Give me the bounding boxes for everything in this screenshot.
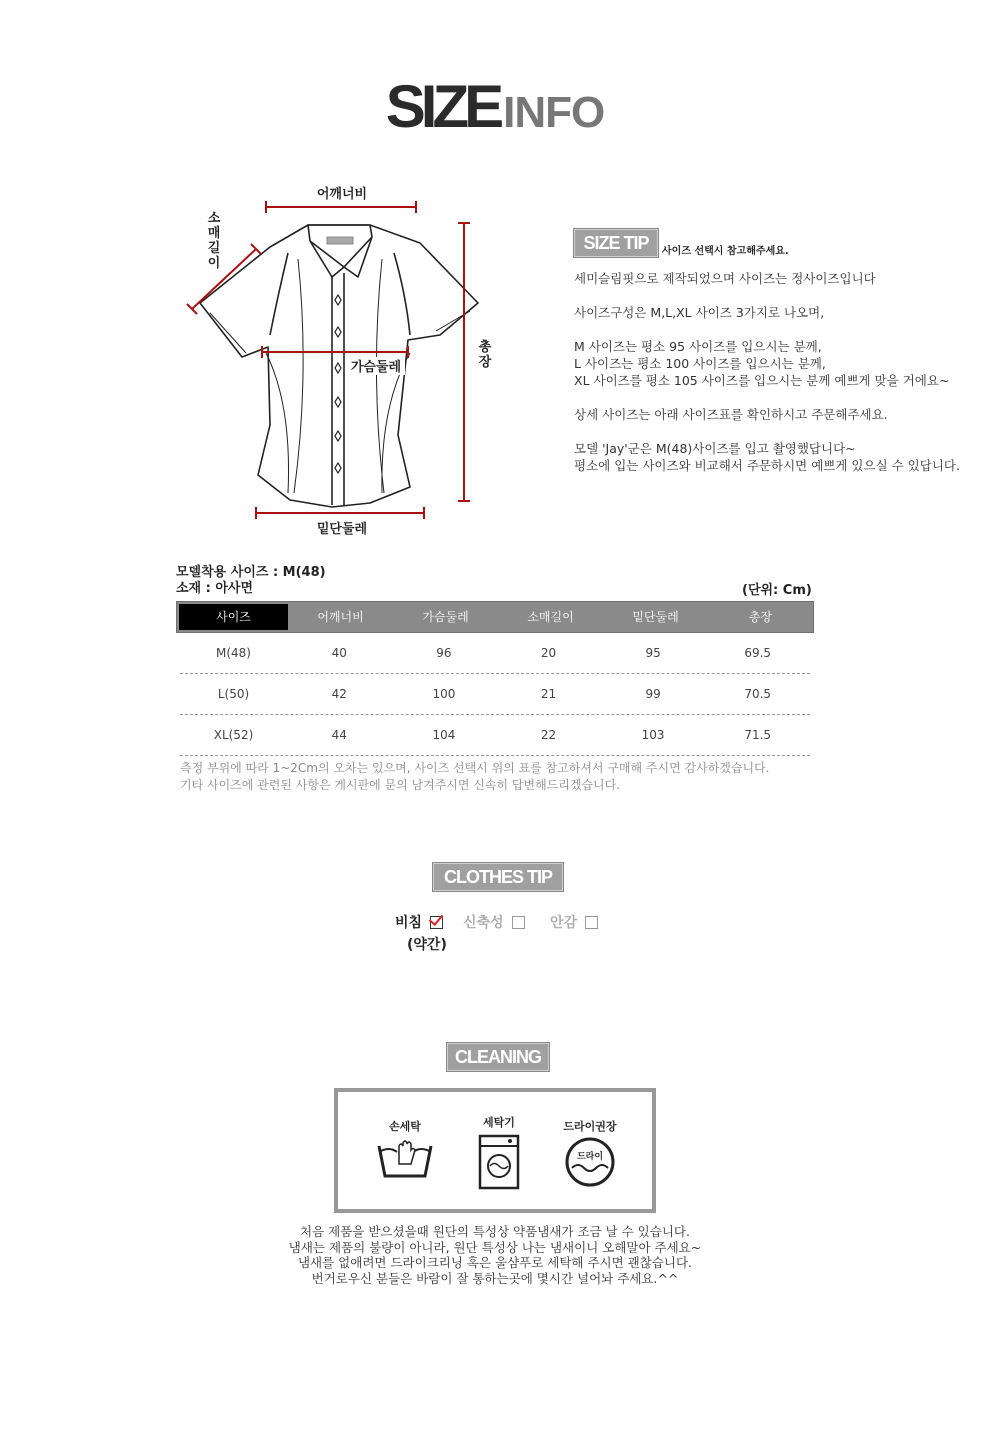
- table-cell: 44: [331, 728, 347, 742]
- clean-note-line: 처음 제품을 받으셨을때 원단의 특성상 약품냄새가 조금 날 수 있습니다.: [300, 1224, 690, 1239]
- feature-label: 비침: [395, 915, 423, 931]
- tip-line: 사이즈구성은 M,L,XL 사이즈 3가지로 나오며,: [574, 305, 825, 320]
- feature-label: 안감: [550, 915, 578, 931]
- table-cell: M(48): [216, 646, 251, 660]
- table-row: [180, 674, 810, 715]
- dry-clean-icon-text: 드라이: [576, 1152, 604, 1162]
- label-shoulder: 어깨너비: [316, 187, 368, 202]
- clean-label: 세탁기: [483, 1116, 515, 1129]
- feature-stretch: [463, 912, 525, 932]
- unchecked-checkbox-icon: [512, 916, 525, 929]
- clothes-tip-badge: CLOTHES TIP: [432, 862, 564, 892]
- table-header: [176, 601, 814, 633]
- clean-note-line: 번거로우신 분들은 바람이 잘 통하는곳에 몇시간 널어놔 주세요.^^: [311, 1270, 679, 1286]
- size-tip-caption: 사이즈 선택시 참고해주세요.: [662, 246, 789, 257]
- feature-label: 신축성: [463, 915, 504, 931]
- tip-line: [574, 321, 974, 338]
- label-sleeve-1: 소: [207, 211, 221, 226]
- tip-line: L 사이즈는 평소 100 사이즈를 입으시는 분께,: [574, 356, 826, 371]
- dry-clean-icon: [562, 1134, 618, 1190]
- material: 소재 : 아사면: [176, 581, 254, 596]
- shirt-collar: [308, 225, 372, 277]
- hand-wash-icon: [373, 1134, 437, 1184]
- table-cell: 99: [645, 687, 661, 701]
- shirt-diagram: [170, 175, 510, 550]
- tip-line: XL 사이즈를 평소 105 사이즈를 입으시는 분께 예쁘게 맞을 거에요~: [574, 373, 950, 388]
- th-length: 총장: [748, 610, 773, 624]
- label-chest: 가슴둘레: [350, 360, 402, 375]
- title-info: INFO: [503, 88, 605, 137]
- unit-label: (단위: Cm): [742, 583, 812, 598]
- tip-line: [574, 287, 974, 304]
- label-sleeve-3: 길: [207, 241, 221, 256]
- washing-machine-icon: [474, 1130, 524, 1192]
- clean-note-line: 냄새는 제품의 불량이 아니라, 원단 특성상 나는 냄새이니 오해말아 주세요~: [288, 1239, 702, 1255]
- tip-line: [574, 423, 974, 440]
- tip-line: 상세 사이즈는 아래 사이즈표를 확인하시고 주문해주세요.: [574, 407, 888, 422]
- shirt-label: [327, 237, 353, 244]
- label-hem: 밑단둘레: [316, 522, 368, 537]
- table-row: [180, 715, 810, 756]
- size-notes: [180, 760, 769, 794]
- table-cell: 69.5: [744, 646, 772, 660]
- table-cell: 95: [645, 646, 661, 660]
- model-info: [176, 565, 326, 597]
- table-row: [180, 633, 810, 674]
- label-length-1: 총: [478, 340, 492, 355]
- th-sleeve: 소매길이: [527, 610, 574, 624]
- unchecked-checkbox-icon: [585, 916, 598, 929]
- table-cell: 71.5: [744, 728, 772, 742]
- table-cell: 103: [641, 728, 665, 742]
- label-sleeve-4: 이: [207, 256, 221, 271]
- table-cell: 104: [432, 728, 456, 742]
- clean-item-dry-clean: [554, 1118, 626, 1193]
- clean-label: 손세탁: [389, 1120, 421, 1133]
- cleaning-badge: CLEANING: [446, 1042, 550, 1072]
- title-size: SIZE: [385, 73, 500, 140]
- clean-label: 드라이권장: [563, 1120, 617, 1133]
- tip-line: [574, 389, 974, 406]
- feature-transparency: [395, 912, 447, 954]
- th-size: 사이즈: [179, 604, 288, 630]
- table-cell: 22: [540, 728, 557, 742]
- table-cell: 100: [432, 687, 456, 701]
- label-sleeve-2: 매: [207, 226, 221, 241]
- checked-checkbox-icon: [430, 916, 443, 929]
- size-tip-text: [574, 270, 974, 474]
- cleaning-note: [0, 1224, 990, 1286]
- tip-line: 평소에 입는 사이즈와 비교해서 주문하시면 예쁘게 있으실 수 있답니다.: [574, 458, 960, 473]
- th-hem: 밑단둘레: [632, 610, 679, 624]
- note-line: 기타 사이즈에 관련된 사항은 게시판에 문의 남겨주시면 신속히 답변해드리겠습니다.: [180, 778, 621, 792]
- table-cell: 70.5: [744, 687, 772, 701]
- th-shoulder: 어깨너비: [317, 610, 364, 624]
- cleaning-icons-box: [334, 1088, 656, 1213]
- table-cell: L(50): [217, 687, 250, 701]
- tip-line: 모델 'Jay'군은 M(48)사이즈를 입고 촬영했답니다~: [574, 441, 856, 456]
- clothes-features: [395, 912, 635, 952]
- tip-line: M 사이즈는 평소 95 사이즈를 입으시는 분께,: [574, 339, 822, 354]
- feature-sub: (약간): [407, 937, 447, 953]
- feature-lining: [550, 912, 598, 932]
- model-size: 모델착용 사이즈 : M(48): [176, 565, 326, 580]
- th-chest: 가슴둘레: [422, 610, 469, 624]
- table-cell: 96: [436, 646, 452, 660]
- table-cell: 42: [331, 687, 347, 701]
- clean-item-washing-machine: [464, 1114, 534, 1195]
- table-cell: XL(52): [213, 728, 254, 742]
- tip-line: 세미슬림핏으로 제작되었으며 사이즈는 정사이즈입니다: [574, 271, 876, 286]
- size-table: [176, 601, 814, 756]
- table-cell: 40: [331, 646, 347, 660]
- label-length-2: 장: [478, 355, 492, 370]
- note-line: 측정 부위에 따라 1~2Cm의 오차는 있으며, 사이즈 선택시 위의 표를 참고하셔서 구매해 주시면 감사하겠습니다.: [180, 761, 770, 775]
- table-cell: 21: [540, 687, 557, 701]
- clean-item-hand-wash: [370, 1118, 440, 1187]
- size-tip-badge: SIZE TIP: [573, 228, 659, 258]
- table-cell: 20: [540, 646, 557, 660]
- page-title: [0, 72, 990, 141]
- clean-note-line: 냄새를 없애려면 드라이크리닝 혹은 울샴푸로 세탁해 주시면 괜찮습니다.: [297, 1255, 693, 1270]
